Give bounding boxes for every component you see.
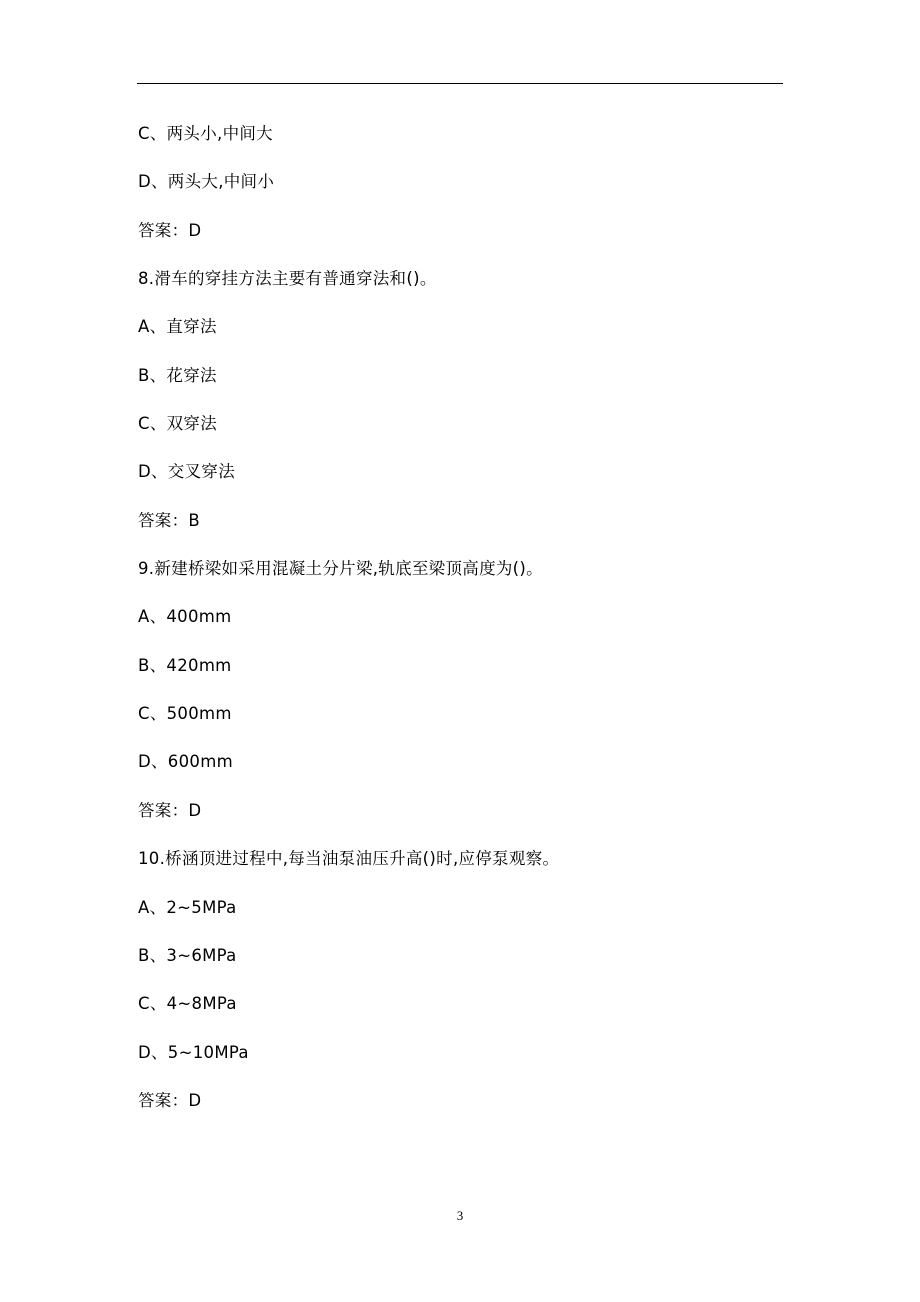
option-a: A、400mm xyxy=(138,607,232,627)
header-rule xyxy=(137,83,783,84)
answer: 答案：D xyxy=(138,220,202,240)
option-c: C、500mm xyxy=(138,704,232,724)
document-body xyxy=(138,110,784,1125)
option-d: D、交叉穿法 xyxy=(138,462,236,482)
option-d: D、600mm xyxy=(138,752,233,772)
option-c: C、两头小,中间大 xyxy=(138,124,273,143)
answer: 答案：D xyxy=(138,1090,202,1110)
page-number: 3 xyxy=(456,1208,464,1223)
option-d: D、两头大,中间小 xyxy=(138,172,275,192)
option-b: B、420mm xyxy=(138,655,232,675)
option-a: A、直穿法 xyxy=(138,317,217,337)
option-b: B、花穿法 xyxy=(138,365,217,385)
question-9: 9.新建桥梁如采用混凝土分片梁,轨底至梁顶高度为()。 xyxy=(138,559,543,579)
answer: 答案：D xyxy=(138,800,202,820)
option-a: A、2~5MPa xyxy=(138,897,237,917)
option-b: B、3~6MPa xyxy=(138,945,237,965)
question-8: 8.滑车的穿挂方法主要有普通穿法和()。 xyxy=(138,269,437,289)
option-c: C、4~8MPa xyxy=(138,994,237,1014)
option-d: D、5~10MPa xyxy=(138,1042,249,1062)
option-c: C、双穿法 xyxy=(138,414,218,434)
answer: 答案：B xyxy=(138,510,201,530)
question-10: 10.桥涵顶进过程中,每当油泵油压升高()时,应停泵观察。 xyxy=(138,849,560,869)
